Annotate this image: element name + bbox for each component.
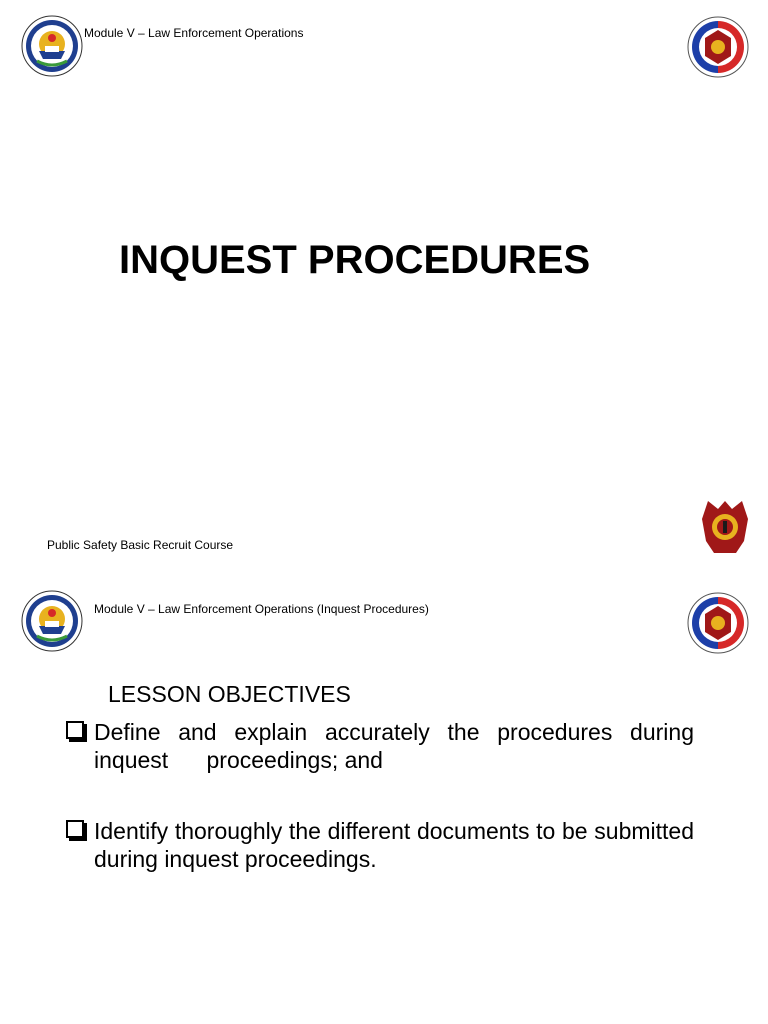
pnp-badge-logo xyxy=(700,497,750,557)
academy-seal-logo xyxy=(21,590,83,652)
slide-objectives xyxy=(0,576,768,1024)
checkbox-bullet-icon xyxy=(66,721,84,739)
objective-text: Define and explain accurately the procedures during inquest proceedings; and xyxy=(94,719,701,773)
objective-item xyxy=(66,718,701,774)
academy-seal-logo xyxy=(21,15,83,77)
objective-item xyxy=(66,817,694,873)
lesson-objectives-heading: LESSON OBJECTIVES xyxy=(108,681,351,707)
module-header: Module V – Law Enforcement Operations (Inquest Procedures) xyxy=(94,602,429,616)
objective-text: Identify thoroughly the different documents to be submitted during inquest proceedings. xyxy=(94,818,694,872)
slide-title-text: INQUEST PROCEDURES xyxy=(119,238,591,282)
checkbox-bullet-icon xyxy=(66,820,84,838)
module-header: Module V – Law Enforcement Operations xyxy=(84,26,304,40)
training-institute-seal-logo xyxy=(687,592,749,654)
training-institute-seal-logo xyxy=(687,16,749,78)
course-footer: Public Safety Basic Recruit Course xyxy=(47,538,234,552)
